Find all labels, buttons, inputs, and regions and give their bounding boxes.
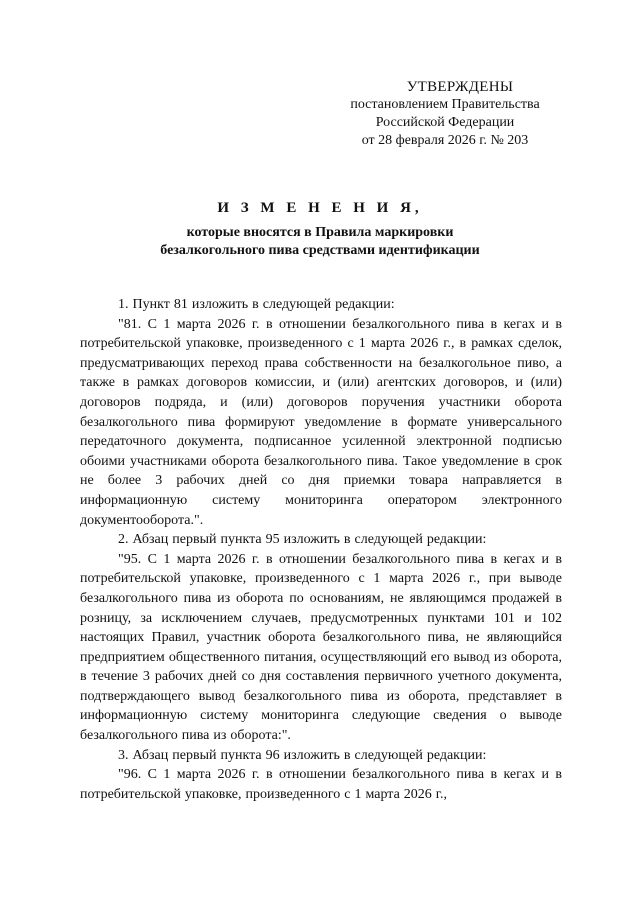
- approval-title: УТВЕРЖДЕНЫ: [406, 79, 514, 95]
- approval-line-1: постановлением Правительства: [350, 97, 540, 112]
- paragraph-item-2-heading: 2. Абзац первый пункта 95 изложить в следующей редакции:: [118, 532, 487, 548]
- paragraph-item-3-heading: 3. Абзац первый пункта 96 изложить в следующей редакции:: [118, 747, 487, 763]
- approval-line-2: Российской Федерации: [375, 115, 515, 130]
- approval-line-3: от 28 февраля 2026 г. № 203: [361, 133, 529, 148]
- subtitle-line-2: безалкогольного пива средствами идентификации: [160, 243, 480, 258]
- document-subtitle: [0, 224, 640, 260]
- subtitle-line-1: которые вносятся в Правила маркировки: [186, 225, 454, 240]
- paragraph-item-1-heading: 1. Пункт 81 изложить в следующей редакции:: [118, 297, 395, 312]
- paragraph-item-2-text: "95. С 1 марта 2026 г. в отношении безалкогольного пива в кегах и в потребительской упаковке, произведенного с 1 марта 2026 г., при выводе безалкогольного пива из оборота по основаниям, не являющимся продажей в розницу, за исключением случаев, предусмотренных пунктами 101 и 102 настоящих Правил, участник оборота безалкогольного пива, не являющийся предприятием общественного питания, осуществляющий его вывод из оборота, в течение 3 рабочих дней со дня составления первичного учетного документа, подтверждающего вывод безалкогольного пива из оборота, представляет в информационную систему мониторинга следующие сведения о выводе безалкогольного пива из оборота:".: [80, 551, 562, 744]
- paragraph-item-1-text: "81. С 1 марта 2026 г. в отношении безалкогольного пива в кегах и в потребительской упаковке, произведенного с 1 марта 2026 г., в рамках сделок, предусматривающих переход права собственности на безалкогольное пиво, а также в рамках договоров комиссии, и (или) агентских договоров, и (или) договоров подряда, и (или) договоров поручения участники оборота безалкогольного пива формируют уведомление в формате универсального передаточного документа, подписанное усиленной электронной подписью обоими участниками оборота безалкогольного пива. Такое уведомление в срок не более 3 рабочих дней со дня приемки товара направляется в информационную систему мониторинга оператором электронного документооборота.".: [80, 316, 562, 528]
- document-title: И З М Е Н Е Н И Я,: [217, 200, 423, 216]
- document-body: [80, 295, 562, 804]
- paragraph-item-3-text: "96. С 1 марта 2026 г. в отношении безалкогольного пива в кегах и в потребительской упаковке, произведенного с 1 марта 2026 г.,: [80, 767, 562, 802]
- approval-block: [330, 78, 560, 150]
